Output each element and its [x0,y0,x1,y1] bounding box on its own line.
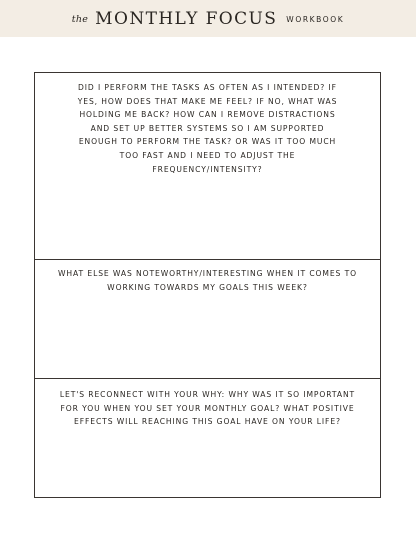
reflection-box-why[interactable] [34,378,381,498]
reflection-box-noteworthy[interactable] [34,259,381,379]
header-prefix: the [71,14,89,25]
header-title: MONTHLY FOCUS [95,8,278,29]
header-title-group [0,0,416,37]
prompt-why: LET'S RECONNECT WITH YOUR WHY: WHY WAS IT SO IMPORTANT FOR YOU WHEN YOU SET YOUR MONTHLY GOAL? WHAT POSITIVE EFFECTS WILL REACHING THIS GOAL HAVE ON YOUR LIFE? [59,390,356,427]
prompt-tasks: DID I PERFORM THE TASKS AS OFTEN AS I INTENDED? IF YES, HOW DOES THAT MAKE ME FEEL? IF NO, WHAT WAS HOLDING ME BACK? HOW CAN I REMOVE DISTRACTIONS AND SET UP BETTER SYSTEMS SO I AM SUPPORTED ENOUGH TO PERFORM THE TASK? OR WAS IT TOO MUCH TOO FAST AND I NEED TO ADJUST THE FREQUENCY/INTENSITY? [77,83,338,174]
reflection-box-tasks[interactable] [34,72,381,260]
header-suffix: WORKBOOK [286,15,345,24]
header-band [0,0,416,37]
prompt-noteworthy: WHAT ELSE WAS NOTEWORTHY/INTERESTING WHEN IT COMES TO WORKING TOWARDS MY GOALS THIS WEEK? [58,269,357,292]
